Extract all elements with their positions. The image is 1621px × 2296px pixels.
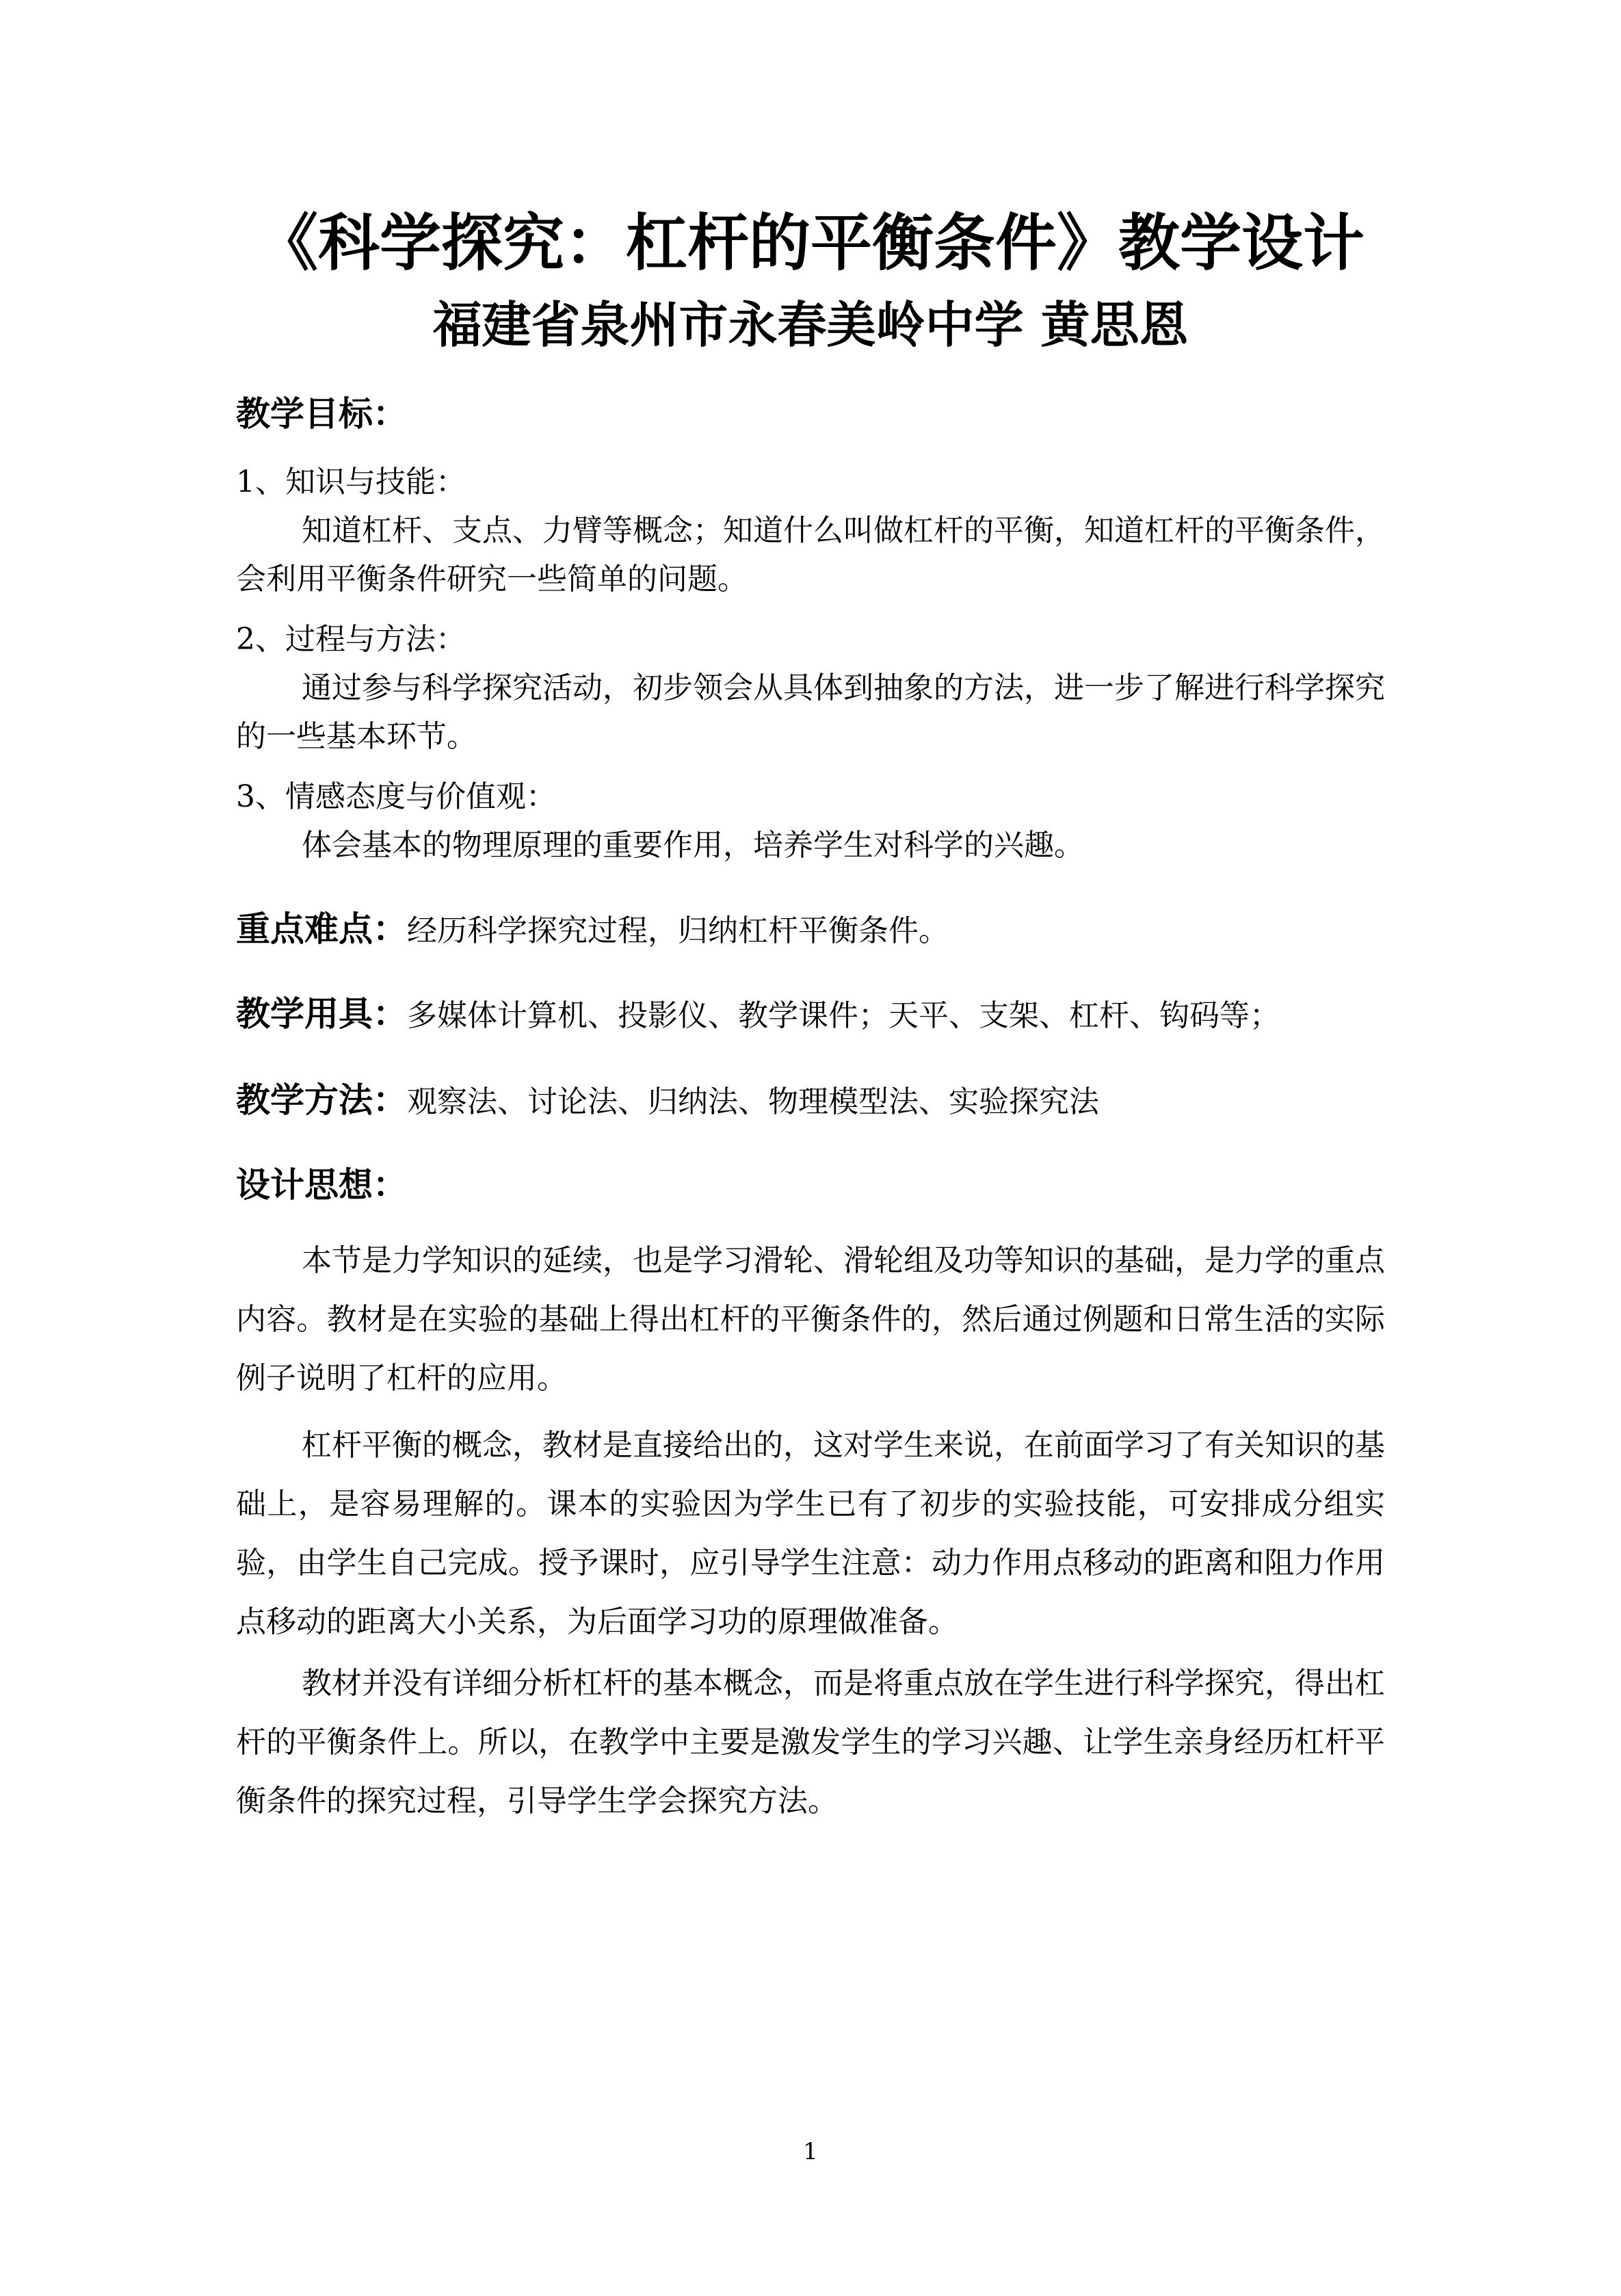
objective-item-3 (236, 773, 1385, 870)
page-number: 1 (803, 2138, 818, 2165)
objectives-heading: 教学目标： (236, 393, 407, 434)
objective-text: 知道杠杆、支点、力臂等概念；知道什么叫做杠杆的平衡，知道杠杆的平衡条件，会利用平衡条件研究一些简单的问题。 (236, 513, 1385, 597)
key-points-heading: 重点难点： (236, 909, 407, 949)
key-points-text: 经历科学探究过程，归纳杠杆平衡条件。 (407, 913, 949, 948)
objective-text: 通过参与科学探究活动，初步领会从具体到抽象的方法，进一步了解进行科学探究的一些基本环节。 (236, 670, 1385, 754)
design-paragraph: 教材并没有详细分析杠杆的基本概念，而是将重点放在学生进行科学探究，得出杠杆的平衡条件上。所以，在教学中主要是激发学生的学习兴趣、让学生亲身经历杠杆平衡条件的探究过程，引导学生学会探究方法。 (236, 1666, 1385, 1818)
objective-label: 2、过程与方法： (236, 622, 466, 657)
design-idea-body (236, 1231, 1385, 1831)
teaching-methods-section (236, 1073, 1385, 1130)
objective-item-1 (236, 458, 1385, 603)
design-idea-section (236, 1158, 1385, 1212)
document-title: 《科学探究：杠杆的平衡条件》教学设计 (256, 207, 1365, 279)
objective-text: 体会基本的物理原理的重要作用，培养学生对科学的兴趣。 (302, 828, 1084, 863)
author-line: 福建省泉州市永春美岭中学 黄思恩 (432, 296, 1189, 354)
objective-label: 3、情感态度与价值观： (236, 779, 556, 814)
objective-item-2 (236, 616, 1385, 761)
teaching-methods-heading: 教学方法： (236, 1080, 407, 1120)
teaching-tools-heading: 教学用具： (236, 993, 407, 1034)
key-points-section (236, 902, 1385, 958)
teaching-tools-section (236, 987, 1385, 1043)
objective-label: 1、知识与技能： (236, 465, 466, 499)
objectives-section (236, 387, 1385, 441)
design-paragraph: 杠杆平衡的概念，教材是直接给出的，这对学生来说，在前面学习了有关知识的基础上，是容易理解的。课本的实验因为学生已有了初步的实验技能，可安排成分组实验，由学生自己完成。授予课时，应引导学生注意：动力作用点移动的距离和阻力作用点移动的距离大小关系，为后面学习功的原理做准备。 (236, 1428, 1385, 1639)
design-paragraph: 本节是力学知识的延续，也是学习滑轮、滑轮组及功等知识的基础，是力学的重点内容。教材是在实验的基础上得出杠杆的平衡条件的，然后通过例题和日常生活的实际例子说明了杠杆的应用。 (236, 1243, 1385, 1396)
teaching-methods-text: 观察法、讨论法、归纳法、物理模型法、实验探究法 (407, 1084, 1099, 1119)
teaching-tools-text: 多媒体计算机、投影仪、教学课件；天平、支架、杠杆、钩码等； (407, 998, 1280, 1033)
design-idea-heading: 设计思想： (236, 1164, 407, 1205)
